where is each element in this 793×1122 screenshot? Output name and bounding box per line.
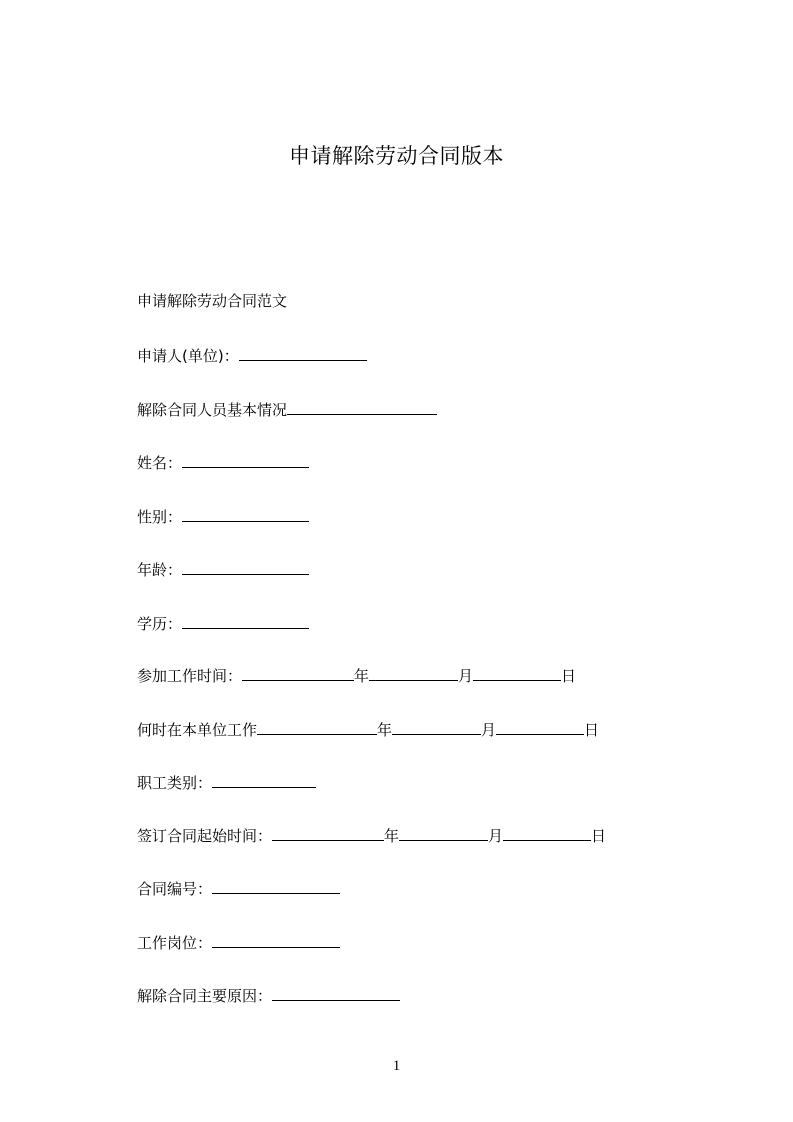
education-blank: [182, 613, 309, 629]
contract-start-month-blank: [399, 825, 488, 841]
work-start-line: [137, 665, 576, 686]
staff-category-label: 职工类别：: [137, 774, 213, 792]
work-start-day-unit: 日: [561, 667, 577, 685]
name-label: 姓名：: [137, 454, 183, 472]
work-start-label: 参加工作时间：: [137, 667, 243, 685]
contract-start-day-blank: [503, 825, 591, 841]
work-start-day-blank: [473, 665, 561, 681]
age-line: [137, 559, 309, 580]
gender-label: 性别：: [137, 508, 183, 526]
staff-category-line: [137, 772, 316, 793]
subtitle: 申请解除劳动合同范文: [137, 292, 288, 310]
gender-line: [137, 506, 309, 527]
applicant-label: 申请人(单位)：: [137, 347, 239, 365]
page-number: 1: [392, 1058, 401, 1074]
position-blank: [212, 932, 340, 948]
education-label: 学历：: [137, 615, 183, 633]
age-label: 年龄：: [137, 561, 183, 579]
contract-number-line: [137, 878, 340, 899]
join-unit-month-unit: 月: [481, 721, 497, 739]
basic-info-line: [137, 399, 437, 420]
join-unit-day-blank: [496, 719, 584, 735]
contract-start-month-unit: 月: [488, 827, 504, 845]
contract-start-line: [137, 825, 606, 846]
join-unit-label: 何时在本单位工作: [137, 721, 258, 739]
applicant-blank: [239, 345, 367, 361]
join-unit-line: [137, 719, 599, 740]
age-blank: [182, 559, 309, 575]
work-start-month-blank: [369, 665, 458, 681]
work-start-year-blank: [242, 665, 354, 681]
basic-info-blank: [287, 399, 437, 415]
position-label: 工作岗位：: [137, 934, 213, 952]
basic-info-label: 解除合同人员基本情况: [137, 401, 288, 419]
contract-start-label: 签订合同起始时间：: [137, 827, 273, 845]
document-title: 申请解除劳动合同版本: [289, 144, 504, 168]
contract-number-label: 合同编号：: [137, 880, 213, 898]
reason-blank: [272, 985, 400, 1001]
applicant-line: [137, 345, 367, 366]
name-line: [137, 452, 309, 473]
work-start-year-unit: 年: [354, 667, 370, 685]
name-blank: [182, 452, 309, 468]
work-start-month-unit: 月: [458, 667, 474, 685]
education-line: [137, 613, 309, 634]
contract-start-day-unit: 日: [591, 827, 607, 845]
contract-start-year-unit: 年: [384, 827, 400, 845]
join-unit-day-unit: 日: [584, 721, 600, 739]
contract-start-year-blank: [272, 825, 384, 841]
join-unit-year-unit: 年: [377, 721, 393, 739]
reason-line: [137, 985, 400, 1006]
reason-label: 解除合同主要原因：: [137, 987, 273, 1005]
position-line: [137, 932, 340, 953]
gender-blank: [182, 506, 309, 522]
contract-number-blank: [212, 878, 340, 894]
join-unit-year-blank: [257, 719, 377, 735]
join-unit-month-blank: [392, 719, 481, 735]
staff-category-blank: [212, 772, 316, 788]
